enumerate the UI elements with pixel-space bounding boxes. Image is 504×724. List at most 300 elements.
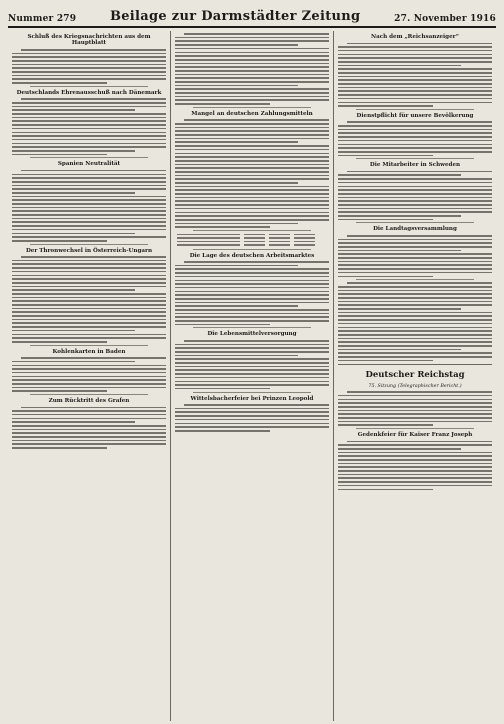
text-line xyxy=(338,352,492,354)
text-line xyxy=(12,421,135,423)
text-line xyxy=(175,411,329,413)
text-line xyxy=(175,287,329,289)
table-cell xyxy=(244,234,265,235)
text-line xyxy=(338,46,492,48)
text-line xyxy=(175,175,329,177)
article-columns xyxy=(8,31,496,721)
text-line xyxy=(338,200,492,202)
text-line xyxy=(175,344,329,346)
article-body xyxy=(338,282,492,361)
article-heading: Zum Rücktritt des Grafen xyxy=(48,398,130,404)
text-line xyxy=(175,208,329,210)
text-line xyxy=(175,430,270,432)
article-heading: Deutschlands Ehrenausschuß nach Dänemark xyxy=(16,89,162,96)
text-line xyxy=(175,362,329,364)
article-heading: Die Landtagsversammlung xyxy=(373,226,457,233)
text-line xyxy=(338,424,433,426)
text-line xyxy=(12,240,107,242)
text-line xyxy=(175,419,329,421)
text-line xyxy=(12,199,166,201)
article-heading: Kohlenkarten in Baden xyxy=(52,348,126,355)
text-line xyxy=(12,221,166,223)
text-line xyxy=(12,192,135,194)
text-line xyxy=(338,334,492,336)
text-line xyxy=(338,345,492,347)
text-line xyxy=(12,203,166,205)
text-line xyxy=(12,139,166,141)
text-line xyxy=(175,291,329,293)
text-line xyxy=(338,186,492,188)
text-line xyxy=(338,204,492,206)
section-divider xyxy=(193,230,311,231)
text-line xyxy=(338,83,492,85)
text-line xyxy=(338,219,433,221)
text-line xyxy=(338,356,492,358)
text-line xyxy=(338,182,492,184)
text-line xyxy=(338,444,492,446)
text-line xyxy=(12,341,107,343)
text-line xyxy=(12,53,166,55)
article-heading: Nach dem „Reichsanzeiger“ xyxy=(370,34,460,40)
text-line xyxy=(12,82,107,84)
text-line xyxy=(175,276,329,278)
text-line xyxy=(338,144,492,146)
table-row xyxy=(177,234,327,235)
text-line xyxy=(175,369,329,371)
article-body xyxy=(338,391,492,426)
article-heading: Die Lebensmittelversorgung xyxy=(207,331,297,338)
text-line xyxy=(338,65,461,67)
text-line xyxy=(12,334,166,336)
text-line xyxy=(175,355,298,357)
text-line xyxy=(338,211,492,213)
text-line xyxy=(338,98,492,100)
article-body xyxy=(338,441,492,491)
text-line xyxy=(338,102,492,104)
text-line xyxy=(175,197,329,199)
text-line xyxy=(338,50,492,52)
text-line xyxy=(12,113,166,115)
article-heading: Die Mitarbeiter in Schweden xyxy=(369,162,461,169)
table-cell xyxy=(177,237,240,238)
text-line xyxy=(338,272,492,274)
text-line xyxy=(338,193,492,195)
text-line xyxy=(175,381,329,383)
text-line xyxy=(338,125,492,127)
section-divider xyxy=(193,327,311,328)
table-cell xyxy=(294,237,315,238)
text-line xyxy=(12,207,166,209)
text-line xyxy=(347,391,492,393)
text-line xyxy=(338,105,433,107)
text-line xyxy=(338,94,492,96)
text-line xyxy=(347,121,492,123)
text-line xyxy=(175,88,329,90)
text-line xyxy=(12,210,166,212)
text-line xyxy=(175,200,329,202)
column-2 xyxy=(171,31,334,721)
text-line xyxy=(347,171,492,173)
text-line xyxy=(347,441,492,443)
text-line xyxy=(338,406,492,408)
text-line xyxy=(175,48,329,50)
text-line xyxy=(12,443,166,445)
text-line xyxy=(12,379,166,381)
text-line xyxy=(338,208,492,210)
text-line xyxy=(338,330,492,332)
article-body xyxy=(12,98,166,155)
article-heading: Gedenkfeier für Kaiser Franz Joseph xyxy=(357,432,473,439)
text-line xyxy=(338,61,492,63)
text-line xyxy=(175,127,329,129)
text-line xyxy=(12,376,166,378)
text-line xyxy=(338,481,492,483)
text-line xyxy=(184,261,329,263)
text-line xyxy=(175,44,298,46)
text-line xyxy=(21,98,166,100)
text-line xyxy=(12,196,166,198)
text-line xyxy=(338,293,492,295)
text-line xyxy=(12,436,166,438)
text-line xyxy=(12,150,135,152)
text-line xyxy=(338,257,492,259)
text-line xyxy=(12,440,166,442)
section-divider xyxy=(30,394,148,395)
text-line xyxy=(175,167,329,169)
text-line xyxy=(338,421,492,423)
text-line xyxy=(175,96,329,98)
text-line xyxy=(338,268,492,270)
text-line xyxy=(12,319,166,321)
text-line xyxy=(12,135,166,137)
section-divider xyxy=(193,249,311,250)
text-line xyxy=(338,466,492,468)
text-line xyxy=(175,81,329,83)
text-line xyxy=(338,395,492,397)
section-divider xyxy=(356,109,474,110)
text-line xyxy=(12,225,166,227)
table-cell xyxy=(294,244,315,245)
text-line xyxy=(12,128,166,130)
text-line xyxy=(175,153,329,155)
text-line xyxy=(175,223,298,225)
text-line xyxy=(175,423,329,425)
table-row xyxy=(177,237,327,238)
section-divider xyxy=(193,107,311,108)
text-line xyxy=(338,308,461,310)
table-cell xyxy=(244,237,265,238)
text-line xyxy=(338,72,492,74)
text-line xyxy=(12,390,107,392)
article-body xyxy=(175,119,329,228)
text-line xyxy=(12,372,166,374)
article-body xyxy=(12,170,166,242)
article-body xyxy=(338,121,492,156)
text-line xyxy=(12,308,166,310)
article-body xyxy=(12,256,166,342)
text-line xyxy=(338,239,492,241)
text-line xyxy=(12,218,166,220)
text-line xyxy=(175,204,329,206)
text-line xyxy=(175,320,329,322)
text-line xyxy=(12,185,166,187)
text-line xyxy=(12,429,166,431)
article-body xyxy=(175,261,329,325)
text-line xyxy=(12,383,166,385)
text-line xyxy=(175,74,329,76)
text-line xyxy=(338,290,492,292)
text-line xyxy=(175,283,329,285)
text-line xyxy=(12,286,166,288)
text-line xyxy=(338,399,492,401)
section-divider xyxy=(356,158,474,159)
text-line xyxy=(338,323,492,325)
text-line xyxy=(347,43,492,45)
table-cell xyxy=(244,244,265,245)
text-line xyxy=(175,63,329,65)
text-line xyxy=(338,140,492,142)
table-cell xyxy=(294,241,315,242)
text-line xyxy=(184,33,329,35)
text-line xyxy=(21,407,166,409)
section-divider xyxy=(30,244,148,245)
text-line xyxy=(338,151,492,153)
text-line xyxy=(175,305,298,307)
article-heading: Die Lage des deutschen Arbeitsmarktes xyxy=(189,252,315,259)
text-line xyxy=(175,426,329,428)
text-line xyxy=(175,373,329,375)
text-line xyxy=(175,130,329,132)
text-line xyxy=(12,289,135,291)
text-line xyxy=(12,293,166,295)
text-line xyxy=(175,212,329,214)
text-line xyxy=(184,404,329,406)
text-line xyxy=(12,330,135,332)
text-line xyxy=(338,136,492,138)
text-line xyxy=(338,315,492,317)
text-line xyxy=(338,459,492,461)
text-line xyxy=(12,120,166,122)
statistics-table xyxy=(177,234,327,246)
article-body xyxy=(175,340,329,390)
text-line xyxy=(175,182,298,184)
section-divider xyxy=(356,428,474,429)
text-line xyxy=(175,298,329,300)
text-line xyxy=(338,197,492,199)
text-line xyxy=(338,147,492,149)
text-line xyxy=(175,85,298,87)
article-body xyxy=(12,357,166,392)
text-line xyxy=(338,304,492,306)
text-line xyxy=(338,410,492,412)
text-line xyxy=(338,402,492,404)
text-line xyxy=(338,79,492,81)
text-line xyxy=(12,315,166,317)
text-line xyxy=(338,178,492,180)
text-line xyxy=(338,477,492,479)
issue-date: 27. November 1916 xyxy=(394,14,496,24)
article-body xyxy=(12,49,166,84)
section-divider xyxy=(338,364,492,365)
text-line xyxy=(338,90,492,92)
text-line xyxy=(184,340,329,342)
table-cell xyxy=(177,244,240,245)
section-divider xyxy=(30,345,148,346)
text-line xyxy=(175,37,329,39)
text-line xyxy=(175,103,270,105)
text-line xyxy=(175,265,298,267)
text-line xyxy=(12,271,166,273)
text-line xyxy=(12,267,166,269)
text-line xyxy=(12,181,166,183)
text-line xyxy=(12,282,166,284)
text-line xyxy=(338,253,492,255)
text-line xyxy=(338,463,492,465)
text-line xyxy=(12,278,166,280)
text-line xyxy=(338,76,492,78)
article-body xyxy=(338,235,492,277)
text-line xyxy=(338,129,492,131)
table-cell xyxy=(177,241,240,242)
text-line xyxy=(347,235,492,237)
text-line xyxy=(12,233,135,235)
text-line xyxy=(338,68,492,70)
text-line xyxy=(175,77,329,79)
text-line xyxy=(12,214,166,216)
text-line xyxy=(338,189,492,191)
text-line xyxy=(12,337,166,339)
text-line xyxy=(338,319,492,321)
text-line xyxy=(338,155,433,157)
table-cell xyxy=(269,234,290,235)
table-cell xyxy=(269,241,290,242)
text-line xyxy=(12,154,107,156)
table-cell xyxy=(269,237,290,238)
text-line xyxy=(338,246,492,248)
text-line xyxy=(175,40,329,42)
text-line xyxy=(175,366,329,368)
table-row xyxy=(177,241,327,242)
article-heading: Der Thronwechsel in Österreich-Ungarn xyxy=(25,247,153,254)
text-line xyxy=(12,146,166,148)
text-line xyxy=(175,70,329,72)
text-line xyxy=(175,66,329,68)
text-line xyxy=(12,67,166,69)
article-heading: Dienstpflicht für unsere Bevölkerung xyxy=(356,112,474,119)
text-line xyxy=(175,189,329,191)
section-divider xyxy=(193,392,311,393)
text-line xyxy=(175,219,329,221)
text-line xyxy=(12,311,166,313)
section-divider xyxy=(356,222,474,223)
supplement-title: Beilage zur Darmstädter Zeitung xyxy=(109,9,361,24)
text-line xyxy=(338,489,433,491)
article-heading: Wittelsbacherfeier bei Prinzen Leopold xyxy=(190,395,314,402)
text-line xyxy=(12,71,166,73)
text-line xyxy=(338,448,461,450)
text-line xyxy=(12,304,166,306)
text-line xyxy=(12,425,166,427)
text-line xyxy=(338,360,433,362)
text-line xyxy=(12,102,166,104)
text-line xyxy=(338,349,461,351)
text-line xyxy=(12,109,135,111)
text-line xyxy=(12,414,166,416)
article-body xyxy=(175,33,329,105)
text-line xyxy=(175,145,329,147)
article-subheading: 75. Sitzung (Telegraphischer Bericht.) xyxy=(368,384,462,390)
text-line xyxy=(12,300,166,302)
text-line xyxy=(12,117,166,119)
text-line xyxy=(175,226,270,228)
text-line xyxy=(12,361,135,363)
text-line xyxy=(12,174,166,176)
text-line xyxy=(12,263,166,265)
text-line xyxy=(21,170,166,172)
text-line xyxy=(338,312,492,314)
text-line xyxy=(175,123,329,125)
text-line xyxy=(175,309,329,311)
text-line xyxy=(175,164,329,166)
text-line xyxy=(175,55,329,57)
text-line xyxy=(175,59,329,61)
text-line xyxy=(338,276,433,278)
text-line xyxy=(12,236,166,238)
article-heading: Mangel an deutschen Zahlungsmitteln xyxy=(191,110,313,117)
text-line xyxy=(338,341,492,343)
masthead xyxy=(8,6,496,28)
text-line xyxy=(175,313,329,315)
text-line xyxy=(12,275,166,277)
text-line xyxy=(338,297,492,299)
section-divider xyxy=(30,86,148,87)
text-line xyxy=(12,365,166,367)
text-line xyxy=(338,87,492,89)
text-line xyxy=(175,134,329,136)
text-line xyxy=(175,324,270,326)
text-line xyxy=(338,132,492,134)
text-line xyxy=(175,149,329,151)
table-cell xyxy=(294,234,315,235)
text-line xyxy=(338,54,492,56)
text-line xyxy=(12,260,166,262)
text-line xyxy=(175,384,329,386)
text-line xyxy=(175,280,329,282)
column-1 xyxy=(8,31,171,721)
text-line xyxy=(338,338,492,340)
text-line xyxy=(12,326,166,328)
article-heading: Spanien Neutralität xyxy=(57,161,121,168)
text-line xyxy=(175,141,298,143)
issue-number: Nummer 279 xyxy=(8,14,77,24)
text-line xyxy=(338,261,492,263)
text-line xyxy=(21,49,166,51)
text-line xyxy=(12,387,166,389)
text-line xyxy=(21,357,166,359)
text-line xyxy=(175,215,329,217)
text-line xyxy=(12,368,166,370)
text-line xyxy=(12,78,166,80)
text-line xyxy=(12,447,107,449)
text-line xyxy=(338,301,492,303)
table-row xyxy=(177,244,327,245)
text-line xyxy=(175,415,329,417)
text-line xyxy=(175,193,329,195)
text-line xyxy=(175,178,329,180)
text-line xyxy=(175,358,329,360)
text-line xyxy=(338,455,492,457)
text-line xyxy=(338,452,492,454)
